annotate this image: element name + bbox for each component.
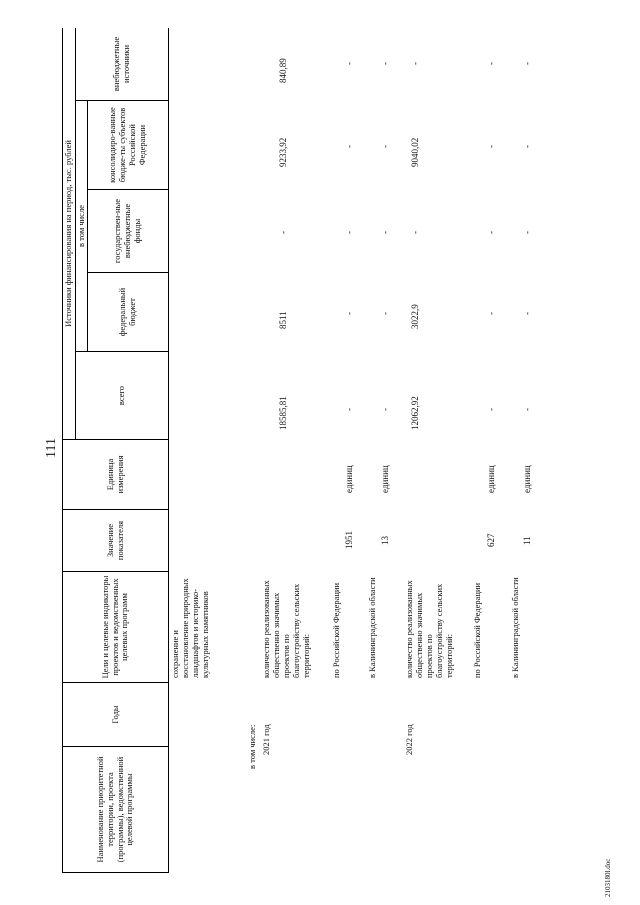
row-value-2022-rf: 627 xyxy=(486,533,496,547)
header-offbudget: внебюджетные источники xyxy=(111,36,131,92)
header-goals: Цели и целевые индикаторы проектов и ведомственных целевых программ xyxy=(99,575,130,679)
header-consolidated: консолидиро-ванные бюдже-ты субъектов Российской Федерации xyxy=(107,107,147,183)
federal-2021: 8511 xyxy=(278,311,288,329)
row-state-2021-rf: - xyxy=(344,231,354,234)
row-unit-2021-kal: единиц xyxy=(380,465,390,493)
state-funds-2021: - xyxy=(278,231,288,234)
header-years: Годы xyxy=(109,705,120,724)
header-bottom-border xyxy=(168,28,169,873)
row-label-2022-kal: в Калининградской области xyxy=(510,577,520,678)
row-total-2021-kal: - xyxy=(380,408,390,411)
row-unit-2021-rf: единиц xyxy=(344,465,354,493)
header-sources: Источники финансирования на период, тыс. рублей xyxy=(63,140,74,327)
header-unit: Единица измерения xyxy=(104,455,125,494)
row-consolidated-2022-rf: - xyxy=(486,145,496,148)
row-label-2021-rf: по Российской Федерации xyxy=(331,582,341,678)
row-unit-2022-rf: единиц xyxy=(486,465,496,493)
total-2022: 12062,92 xyxy=(410,396,420,430)
row-total-2021-rf: - xyxy=(344,408,354,411)
intro-text: сохранение и восстановление природных ландшафтов и историко-культурных памятников xyxy=(170,578,210,678)
row-consolidated-2021-rf: - xyxy=(344,145,354,148)
header-total: всего xyxy=(116,385,127,406)
header-name: Наименование приоритетной территории, проекта (программы), ведомственной целевой программы xyxy=(94,756,135,863)
row-total-2022-rf: - xyxy=(486,408,496,411)
federal-2022: 3022,9 xyxy=(410,304,420,329)
consolidated-2021: 9233,92 xyxy=(278,137,288,167)
row-state-2022-kal: - xyxy=(522,231,532,234)
row-label-2022-rf: по Российской Федерации xyxy=(472,582,482,678)
row-offbudget-2021-rf: - xyxy=(344,62,354,65)
row-value-2021-kal: 13 xyxy=(380,536,390,545)
indicator-2022: количество реализованных общественно значимых проектов по благоустройству сельских территорий: xyxy=(404,580,454,678)
row-unit-2022-kal: единиц xyxy=(522,465,532,493)
row-offbudget-2022-rf: - xyxy=(486,62,496,65)
indicator-2021: количество реализованных общественно значимых проектов по благоустройству сельских территорий: xyxy=(261,580,311,678)
row-federal-2021-rf: - xyxy=(344,312,354,315)
footer-filename: 2103180l.doc xyxy=(604,858,612,897)
header-federal: федеральный бюджет xyxy=(117,287,137,337)
row-federal-2021-kal: - xyxy=(380,312,390,315)
row-federal-2022-rf: - xyxy=(486,312,496,315)
year-2021: 2021 год xyxy=(261,724,271,755)
including-label: в том числе: xyxy=(247,724,257,769)
row-consolidated-2021-kal: - xyxy=(380,145,390,148)
row-state-2021-kal: - xyxy=(380,231,390,234)
page-number: 111 xyxy=(44,438,59,458)
row-value-2022-kal: 11 xyxy=(522,536,532,545)
total-2021: 18585,81 xyxy=(278,396,288,430)
offbudget-2021: 840,89 xyxy=(278,58,288,83)
row-federal-2022-kal: - xyxy=(522,312,532,315)
row-total-2022-kal: - xyxy=(522,408,532,411)
row-consolidated-2022-kal: - xyxy=(522,145,532,148)
state-funds-2022: - xyxy=(410,231,420,234)
offbudget-2022: - xyxy=(410,62,420,65)
header-value: Значение показателя xyxy=(104,520,125,561)
header-state-funds: государствен-ные внебюджетные фонды xyxy=(112,198,142,264)
col-border-left xyxy=(62,872,168,873)
year-2022: 2022 год xyxy=(404,724,414,755)
row-label-2021-kal: в Калининградской области xyxy=(367,577,377,678)
row-offbudget-2022-kal: - xyxy=(522,62,532,65)
header-including: в том числе xyxy=(75,205,86,247)
row-offbudget-2021-kal: - xyxy=(380,62,390,65)
row-value-2021-rf: 1951 xyxy=(344,531,354,549)
consolidated-2022: 9040,02 xyxy=(410,137,420,167)
row-state-2022-rf: - xyxy=(486,231,496,234)
